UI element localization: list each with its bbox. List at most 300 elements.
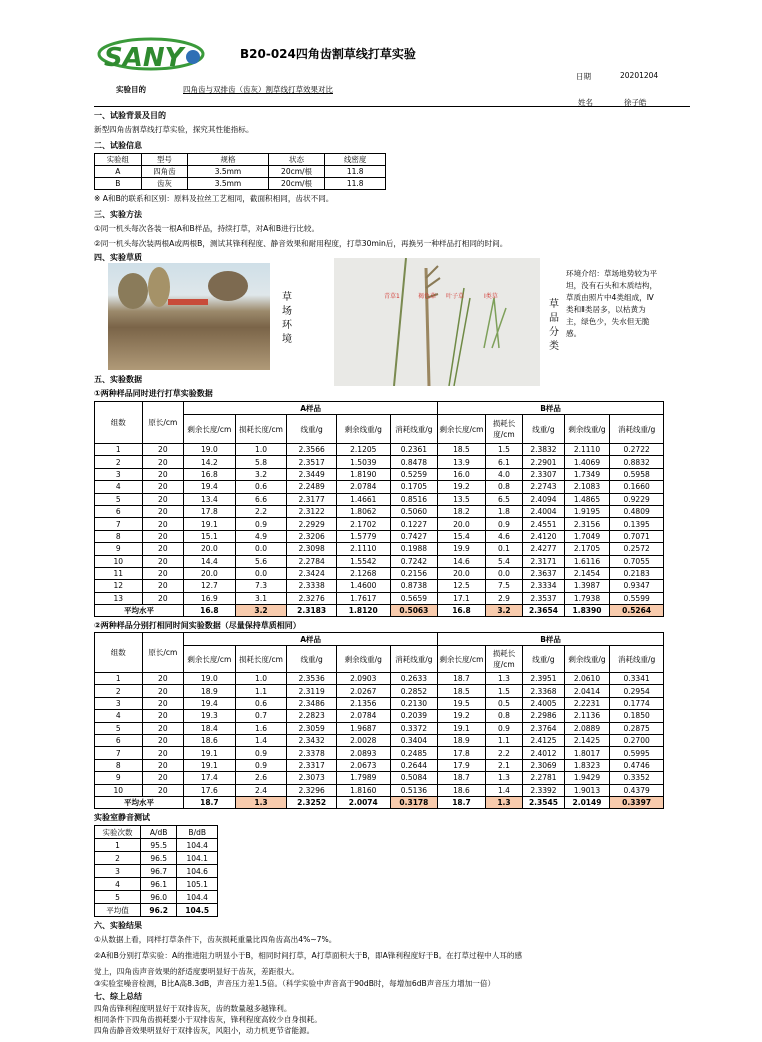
table-cell: 0.1988 <box>390 543 438 555</box>
avg-cell: 2.3252 <box>287 796 337 808</box>
table-row <box>95 505 664 517</box>
table-cell: 0.5259 <box>390 468 438 480</box>
table-cell: 5.8 <box>235 456 287 468</box>
table-cell: 96.7 <box>140 865 177 878</box>
table-row <box>95 747 664 759</box>
table-cell: 2.0784 <box>336 710 390 722</box>
table-cell: 13.9 <box>438 456 486 468</box>
table-cell: 19.1 <box>184 747 236 759</box>
svg-text:Ⅰ类草: Ⅰ类草 <box>484 293 498 300</box>
table-cell: 2.3368 <box>523 685 565 697</box>
table-cell: 1.1 <box>235 685 287 697</box>
table-cell: 0.5599 <box>610 592 664 604</box>
table-cell: 18.9 <box>438 734 486 746</box>
table-cell: 1.4069 <box>564 456 610 468</box>
table-cell: 20 <box>142 772 184 784</box>
table-cell: 20 <box>142 444 184 456</box>
table-cell: 2.0903 <box>336 673 390 685</box>
table-cell: 3 <box>95 865 141 878</box>
table-cell: 2.3073 <box>287 772 337 784</box>
summary-line2: 相同条件下四角齿损耗要小于双排齿灰，锋利程度高较少自身损耗。 <box>94 1015 322 1024</box>
noise-col: 实验次数 <box>95 826 141 839</box>
header-divider <box>94 106 690 107</box>
table-cell: 2.3566 <box>287 444 337 456</box>
table-cell: 18.4 <box>184 722 236 734</box>
table-cell: 1.7049 <box>564 530 610 542</box>
table-cell: 10 <box>95 555 143 567</box>
table-cell: 2.4094 <box>523 493 565 505</box>
table-cell: 2.3119 <box>287 685 337 697</box>
table-cell: 0.1660 <box>610 481 664 493</box>
table-cell: 2.1356 <box>336 697 390 709</box>
table-cell: 0.3372 <box>390 722 438 734</box>
table-cell: 0.8 <box>485 710 522 722</box>
table-cell: 3.1 <box>235 592 287 604</box>
table-row <box>95 852 218 865</box>
table-cell: 0.7071 <box>610 530 664 542</box>
environment-description: 环境介绍：草场地势较为平坦，没有石头和木质结构，草质由照片中4类组成，Ⅳ类和Ⅱ类居多，以枯黄为主，绿色少，失水但无脆感。 <box>566 269 658 338</box>
table-cell: 19.4 <box>184 697 236 709</box>
table-cell: 16.9 <box>184 592 236 604</box>
table-cell: 0.9 <box>485 518 522 530</box>
info-cell: 四角齿 <box>141 166 188 178</box>
col-a-weight: 线重/g <box>287 646 337 673</box>
table-cell: 0.7427 <box>390 530 438 542</box>
table-cell: 20 <box>142 505 184 517</box>
table-cell: 5 <box>95 722 143 734</box>
table-cell: 3 <box>95 697 143 709</box>
table-cell: 1.4 <box>235 734 287 746</box>
table-cell: 3 <box>95 468 143 480</box>
avg-cell: 1.3 <box>485 796 522 808</box>
table-cell: 0.1850 <box>610 710 664 722</box>
svg-text:SANY: SANY <box>104 43 184 73</box>
table-cell: 4 <box>95 710 143 722</box>
noise-col: B/dB <box>177 826 218 839</box>
table-cell: 6.1 <box>485 456 522 468</box>
table-cell: 1.0 <box>235 444 287 456</box>
table-cell: 2.1454 <box>564 567 610 579</box>
table-row <box>95 734 664 746</box>
col-b-loss: 损耗长度/cm <box>485 646 522 673</box>
purpose-label: 实验目的 <box>116 85 146 94</box>
table-cell: 0.2039 <box>390 710 438 722</box>
table-cell: 1.4600 <box>336 580 390 592</box>
noise-col: A/dB <box>140 826 177 839</box>
table-cell: 0.9 <box>485 722 522 734</box>
table-cell: 8 <box>95 530 143 542</box>
table-cell: 2.3392 <box>523 784 565 796</box>
table-cell: 1.8017 <box>564 747 610 759</box>
table-cell: 20 <box>142 567 184 579</box>
table-cell: 2.2743 <box>523 481 565 493</box>
table-cell: 2.3296 <box>287 784 337 796</box>
table-cell: 2 <box>95 852 141 865</box>
table-cell: 0.5 <box>485 697 522 709</box>
table-cell: 5 <box>95 493 143 505</box>
table-cell: 2.3424 <box>287 567 337 579</box>
table-cell: 1.5542 <box>336 555 390 567</box>
col-b-remaining-weight: 剩余线重/g <box>564 646 610 673</box>
avg-cell: 0.3397 <box>610 796 664 808</box>
table-cell: 20 <box>142 518 184 530</box>
table-cell: 2.3156 <box>564 518 610 530</box>
table-cell: 0.3341 <box>610 673 664 685</box>
table-cell: 2.3378 <box>287 747 337 759</box>
name-value: 徐子皓 <box>624 98 647 107</box>
table-cell: 2.2784 <box>287 555 337 567</box>
table-cell: 1.8062 <box>336 505 390 517</box>
col-a-weight: 线重/g <box>287 415 337 444</box>
table-cell: 20 <box>142 747 184 759</box>
table-cell: 19.9 <box>438 543 486 555</box>
table-cell: 0.7 <box>235 710 287 722</box>
section5-heading: 五、实验数据 <box>94 375 142 384</box>
table-cell: 7 <box>95 518 143 530</box>
table-cell: 4.9 <box>235 530 287 542</box>
table-cell: 1.3 <box>485 673 522 685</box>
table-cell: 104.1 <box>177 852 218 865</box>
table-cell: 2 <box>95 685 143 697</box>
table-cell: 2.9 <box>485 592 522 604</box>
table-cell: 2 <box>95 456 143 468</box>
table-cell: 0.4379 <box>610 784 664 796</box>
table-cell: 104.4 <box>177 839 218 852</box>
noise-table <box>94 825 218 917</box>
table-cell: 20 <box>142 493 184 505</box>
table-cell: 0.5995 <box>610 747 664 759</box>
table-cell: 18.5 <box>438 685 486 697</box>
table-cell: 2.4120 <box>523 530 565 542</box>
table-row <box>95 468 664 480</box>
table-cell: 19.0 <box>184 673 236 685</box>
col-b-weight: 线重/g <box>523 415 565 444</box>
table-cell: 0.9 <box>235 759 287 771</box>
table-cell: 20 <box>142 722 184 734</box>
table-cell: 2.1110 <box>564 444 610 456</box>
section3-heading: 三、实验方法 <box>94 210 142 219</box>
table-cell: 0.2130 <box>390 697 438 709</box>
table-cell: 2.2 <box>485 747 522 759</box>
table-row <box>95 543 664 555</box>
field-env-label: 草场环境 <box>282 292 292 345</box>
svg-text:青草1: 青草1 <box>384 293 400 300</box>
table-cell: 0.2700 <box>610 734 664 746</box>
table-row <box>95 865 218 878</box>
table-cell: 12.7 <box>184 580 236 592</box>
table-cell: 1.8 <box>485 505 522 517</box>
table-cell: 2.2823 <box>287 710 337 722</box>
table-row <box>95 722 664 734</box>
table-cell: 104.6 <box>177 865 218 878</box>
sample-a-header: A样品 <box>184 633 438 646</box>
avg-cell: 0.3178 <box>390 796 438 808</box>
info-table <box>94 153 386 190</box>
table-cell: 12 <box>95 580 143 592</box>
purpose-value: 四角齿与双排齿（齿灰）割草线打草效果对比 <box>183 85 333 94</box>
table1-title: ①两种样品同时进行打草实验数据 <box>94 389 213 398</box>
table-cell: 2.3449 <box>287 468 337 480</box>
table-cell: 1.5 <box>485 444 522 456</box>
table-cell: 1.6116 <box>564 555 610 567</box>
table-cell: 0.3352 <box>610 772 664 784</box>
table-cell: 2.4012 <box>523 747 565 759</box>
table-cell: 20 <box>142 710 184 722</box>
table-cell: 1.4 <box>485 784 522 796</box>
table-cell: 18.7 <box>438 772 486 784</box>
info-cell: 3.5mm <box>188 178 268 190</box>
table-cell: 0.8738 <box>390 580 438 592</box>
table-cell: 20 <box>142 697 184 709</box>
table-cell: 4.6 <box>485 530 522 542</box>
section1-heading: 一、试验背景及目的 <box>94 111 166 120</box>
table-cell: 19.2 <box>438 710 486 722</box>
table-cell: 2.3122 <box>287 505 337 517</box>
table-cell: 2.2901 <box>523 456 565 468</box>
table-cell: 20 <box>142 685 184 697</box>
noise-avg-b: 104.5 <box>177 904 218 917</box>
avg-label: 平均水平 <box>95 796 184 808</box>
table-cell: 20.0 <box>438 567 486 579</box>
table-cell: 1 <box>95 444 143 456</box>
table-cell: 0.9347 <box>610 580 664 592</box>
table-cell: 13.4 <box>184 493 236 505</box>
col-a-loss: 损耗长度/cm <box>235 415 287 444</box>
table-cell: 0.2852 <box>390 685 438 697</box>
table-row <box>95 555 664 567</box>
table-cell: 13 <box>95 592 143 604</box>
table-cell: 0.2875 <box>610 722 664 734</box>
table-cell: 20 <box>142 580 184 592</box>
col-original-length: 原长/cm <box>142 633 184 673</box>
table-row <box>95 772 664 784</box>
table-cell: 0.0 <box>235 567 287 579</box>
col-b-remaining-weight: 剩余线重/g <box>564 415 610 444</box>
avg-cell: 3.2 <box>485 605 522 617</box>
table-cell: 2.1205 <box>336 444 390 456</box>
table-cell: 1.7349 <box>564 468 610 480</box>
avg-cell: 18.7 <box>438 796 486 808</box>
table-row <box>95 444 664 456</box>
table-cell: 5 <box>95 891 141 904</box>
table-cell: 8 <box>95 759 143 771</box>
table-cell: 0.2633 <box>390 673 438 685</box>
table-cell: 2.2 <box>235 505 287 517</box>
table-cell: 0.1227 <box>390 518 438 530</box>
col-b-consumed: 消耗线重/g <box>610 646 664 673</box>
table-cell: 20 <box>142 673 184 685</box>
table-cell: 0.8832 <box>610 456 664 468</box>
table-cell: 2.3059 <box>287 722 337 734</box>
avg-cell: 2.0149 <box>564 796 610 808</box>
info-col: 线密度 <box>325 154 386 166</box>
table-cell: 20 <box>142 481 184 493</box>
info-col: 型号 <box>141 154 188 166</box>
table-row <box>95 784 664 796</box>
table-cell: 0.1705 <box>390 481 438 493</box>
table-row <box>95 592 664 604</box>
table-row <box>95 530 664 542</box>
table-cell: 2.4004 <box>523 505 565 517</box>
table-cell: 0.2954 <box>610 685 664 697</box>
result-line1: ①从数据上看，同样打草条件下，齿灰损耗重量比四角齿高出4%~7%。 <box>94 935 337 944</box>
table-cell: 0.5084 <box>390 772 438 784</box>
table-cell: 20.0 <box>184 567 236 579</box>
table-cell: 6 <box>95 734 143 746</box>
col-group: 组数 <box>95 402 143 444</box>
method-line1: ①同一机头每次各装一根A和B样品，持续打草，对A和B进行比较。 <box>94 224 320 233</box>
table-cell: 6 <box>95 505 143 517</box>
table-cell: 9 <box>95 772 143 784</box>
table-cell: 0.9229 <box>610 493 664 505</box>
table-cell: 2.4 <box>235 784 287 796</box>
col-a-remaining: 剩余长度/cm <box>184 646 236 673</box>
table-cell: 15.4 <box>438 530 486 542</box>
table-cell: 2.3334 <box>523 580 565 592</box>
table-cell: 17.8 <box>184 505 236 517</box>
table-cell: 7.5 <box>485 580 522 592</box>
table-cell: 1.7617 <box>336 592 390 604</box>
table-cell: 2.3832 <box>523 444 565 456</box>
avg-cell: 2.0074 <box>336 796 390 808</box>
table-cell: 2.0610 <box>564 673 610 685</box>
name-label: 姓名 <box>578 98 593 107</box>
noise-heading: 实验室静音测试 <box>94 813 150 822</box>
table-cell: 96.1 <box>140 878 177 891</box>
table-cell: 0.0 <box>485 567 522 579</box>
table-cell: 95.5 <box>140 839 177 852</box>
table-row <box>95 518 664 530</box>
table-cell: 9 <box>95 543 143 555</box>
table-cell: 0.2572 <box>610 543 664 555</box>
table-cell: 16.0 <box>438 468 486 480</box>
info-cell: 11.8 <box>325 166 386 178</box>
table-row <box>95 839 218 852</box>
col-b-consumed: 消耗线重/g <box>610 415 664 444</box>
table-cell: 96.5 <box>140 852 177 865</box>
sample-b-header: B样品 <box>438 402 664 415</box>
table-cell: 19.2 <box>438 481 486 493</box>
table-cell: 17.9 <box>438 759 486 771</box>
table-cell: 104.4 <box>177 891 218 904</box>
table-cell: 2.2986 <box>523 710 565 722</box>
table-cell: 7 <box>95 747 143 759</box>
table-cell: 2.0893 <box>336 747 390 759</box>
table-cell: 20 <box>142 784 184 796</box>
section7-heading: 七、综上总结 <box>94 992 142 1001</box>
table-cell: 20 <box>142 759 184 771</box>
table-cell: 0.2644 <box>390 759 438 771</box>
table-row <box>95 878 218 891</box>
table-cell: 2.1268 <box>336 567 390 579</box>
table-cell: 1 <box>95 673 143 685</box>
table-cell: 96.0 <box>140 891 177 904</box>
table-cell: 0.5136 <box>390 784 438 796</box>
col-group: 组数 <box>95 633 143 673</box>
svg-text:褐色草: 褐色草 <box>418 293 437 300</box>
table-cell: 0.9 <box>235 747 287 759</box>
info-cell: 齿灰 <box>141 178 188 190</box>
table-cell: 2.3206 <box>287 530 337 542</box>
result-line2: ②A和B分别打草实验：A的推进阻力明显小于B，相同时间打草，A打草面积大于B，即A锋利程度好于B。在打草过程中人耳的感 <box>94 951 523 960</box>
table-cell: 19.1 <box>438 722 486 734</box>
table-cell: 0.5060 <box>390 505 438 517</box>
table-cell: 2.3276 <box>287 592 337 604</box>
table-cell: 105.1 <box>177 878 218 891</box>
table-cell: 2.1705 <box>564 543 610 555</box>
data-table-2 <box>94 632 664 809</box>
table-cell: 0.8 <box>485 481 522 493</box>
table-cell: 0.2183 <box>610 567 664 579</box>
section2-heading: 二、试验信息 <box>94 141 142 150</box>
table-cell: 18.6 <box>184 734 236 746</box>
info-col: 实验组 <box>95 154 142 166</box>
table-cell: 14.4 <box>184 555 236 567</box>
table-cell: 2.0784 <box>336 481 390 493</box>
table-row <box>95 567 664 579</box>
avg-cell: 1.3 <box>235 796 287 808</box>
table-row <box>95 456 664 468</box>
col-original-length: 原长/cm <box>142 402 184 444</box>
table-cell: 1.0 <box>235 673 287 685</box>
section1-text: 新型四角齿割草线打草实验，探究其性能指标。 <box>94 125 254 134</box>
summary-line1: 四角齿锋利程度明显好于双排齿灰，齿的数量越多越锋利。 <box>94 1004 292 1013</box>
avg-cell: 1.8390 <box>564 605 610 617</box>
table-cell: 18.2 <box>438 505 486 517</box>
table-cell: 1.1 <box>485 734 522 746</box>
noise-avg-a: 96.2 <box>140 904 177 917</box>
table-cell: 18.6 <box>438 784 486 796</box>
table-cell: 1.4865 <box>564 493 610 505</box>
table-cell: 2.3177 <box>287 493 337 505</box>
table-cell: 2.3307 <box>523 468 565 480</box>
info-cell: 20cm/根 <box>268 166 325 178</box>
svg-text:叶子草: 叶子草 <box>446 293 465 300</box>
data-table-1 <box>94 401 664 617</box>
table-cell: 0.4809 <box>610 505 664 517</box>
table-cell: 20.0 <box>438 518 486 530</box>
table-cell: 0.2722 <box>610 444 664 456</box>
table-row <box>95 685 664 697</box>
table-cell: 2.1702 <box>336 518 390 530</box>
avg-cell: 2.3545 <box>523 796 565 808</box>
table-cell: 2.2489 <box>287 481 337 493</box>
table-row <box>95 493 664 505</box>
date-label: 日期 <box>576 72 591 81</box>
table-cell: 0.1774 <box>610 697 664 709</box>
table-cell: 2.1136 <box>564 710 610 722</box>
table-cell: 20 <box>142 543 184 555</box>
table2-title: ②两种样品分别打相同时间实验数据（尽量保持草质相同） <box>94 621 301 630</box>
table-row <box>95 580 664 592</box>
table-cell: 1.5779 <box>336 530 390 542</box>
summary-line3: 四角齿静音效果明显好于双排齿灰，风阻小，动力机更节省能源。 <box>94 1026 315 1035</box>
col-b-remaining: 剩余长度/cm <box>438 646 486 673</box>
table-cell: 1.7938 <box>564 592 610 604</box>
table-cell: 2.1425 <box>564 734 610 746</box>
table-cell: 1.8190 <box>336 468 390 480</box>
table-cell: 2.1083 <box>564 481 610 493</box>
col-b-remaining: 剩余长度/cm <box>438 415 486 444</box>
table-cell: 2.4277 <box>523 543 565 555</box>
table-cell: 20 <box>142 592 184 604</box>
table-row <box>95 710 664 722</box>
table-cell: 3.2 <box>235 468 287 480</box>
col-a-consumed: 消耗线重/g <box>390 415 438 444</box>
table-cell: 12.5 <box>438 580 486 592</box>
table-cell: 2.3764 <box>523 722 565 734</box>
table-cell: 4.0 <box>485 468 522 480</box>
